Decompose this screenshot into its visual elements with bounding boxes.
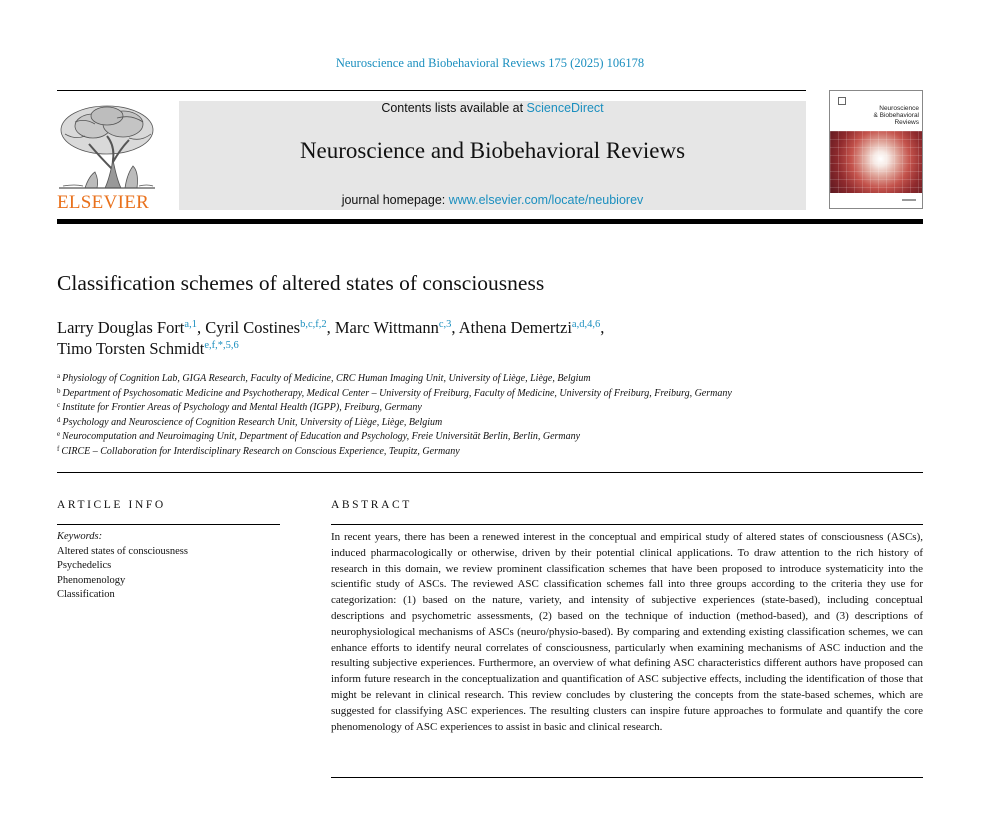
sciencedirect-link[interactable]: ScienceDirect xyxy=(526,101,604,115)
author-affiliation-markers[interactable]: b,c,f,2 xyxy=(300,319,327,330)
affiliation-item xyxy=(57,387,923,402)
author-affiliation-markers[interactable]: a,1 xyxy=(184,319,197,330)
cover-footer-mark xyxy=(902,199,916,201)
author-name[interactable]: Athena Demertzi xyxy=(458,318,572,337)
cover-artwork-grid xyxy=(830,131,922,193)
affiliation-list xyxy=(57,372,923,459)
header-rule xyxy=(57,90,806,91)
affiliation-item xyxy=(57,416,923,431)
article-title: Classification schemes of altered states of consciousness xyxy=(57,271,545,295)
affiliation-key: b xyxy=(57,386,61,395)
author-name[interactable]: Larry Douglas Fort xyxy=(57,318,185,337)
affiliation-item xyxy=(57,401,923,416)
keywords-block xyxy=(57,530,280,603)
affiliation-item xyxy=(57,372,923,387)
affiliation-text: CIRCE – Collaboration for Interdisciplinary Research on Conscious Experience, Teupitz, Germany xyxy=(61,445,460,457)
affiliation-item xyxy=(57,445,923,460)
cover-logo-icon xyxy=(838,97,846,105)
contents-prefix: Contents lists available at xyxy=(381,101,524,115)
author-affiliation-markers[interactable]: c,3 xyxy=(438,319,452,330)
homepage-prefix: journal homepage: xyxy=(341,193,446,207)
abstract-rule xyxy=(331,524,923,525)
journal-citation-link[interactable]: Neuroscience and Biobehavioral Reviews 175 (2025) 106178 xyxy=(335,56,645,70)
affiliation-key: a xyxy=(57,372,61,380)
author-affiliation-markers[interactable]: e,f,*,5,6 xyxy=(204,340,239,351)
elsevier-wordmark: ELSEVIER xyxy=(57,192,150,213)
keyword-item: Phenomenology xyxy=(57,574,126,586)
cover-title-line: & Biobehavioral xyxy=(873,112,919,119)
keyword-item: Classification xyxy=(57,589,115,600)
affiliation-text: Physiology of Cognition Lab, GIGA Research, Faculty of Medicine, CRC Human Imaging Unit, University of Liège, Liège, Belgium xyxy=(62,373,591,384)
affiliation-text: Institute for Frontier Areas of Psychology and Mental Health (IGPP), Freiburg, Germany xyxy=(62,402,422,413)
contents-line xyxy=(179,101,806,115)
header-thick-rule xyxy=(57,219,923,224)
affiliation-text: Department of Psychosomatic Medicine and Psychotherapy, Medical Center – University of Freiburg, Faculty of Medicine, University of Freiburg, Freiburg, Germany xyxy=(62,387,732,399)
affiliation-text: Neurocomputation and Neuroimaging Unit, Department of Education and Psychology, Freie Universität Berlin, Berlin, Germany xyxy=(62,431,581,442)
abstract-heading: ABSTRACT xyxy=(331,499,412,511)
article-info-rule xyxy=(57,524,280,525)
cover-title-line: Reviews xyxy=(894,119,919,126)
author-list xyxy=(57,317,923,359)
affiliation-key: d xyxy=(57,415,61,424)
author-affiliation-markers[interactable]: a,d,4,6 xyxy=(571,319,601,330)
author-name[interactable]: Cyril Costines xyxy=(205,318,301,337)
affiliation-key: f xyxy=(57,444,60,453)
affiliation-key: e xyxy=(57,430,61,438)
abstract-text: In recent years, there has been a renewed interest in the conceptual and empirical study of altered states of consciousness (ASCs), induced pharmacologically or otherwise, driven by their potential clinical applications. To draw attention to the rich history of research in this domain, we review prominent classification schemes that have been proposed to introduce systematicity into the scientific study of ASCs. The reviewed ASC classification schemes fall into three groups according to the criteria they use for categorization: (1) based on the nature, variety, and intensity of subjective experiences (state-based), including conceptual descriptions and psychometric assessments, (2) based on the technique of induction (method-based), and (3) descriptions of neurophysiological mechanisms of ASCs (neuro/physio-based). By comparing and extending existing classification schemes, we can enhance efforts to identify neural correlates of consciousness, particularly when examining mechanisms of ASC induction and the resulting subjective experiences. Furthermore, an overview of what defining ASC characteristics different authors have proposed can inform future research in the conceptualization and quantification of ASC subjective effects, including the identification of those that might be relevant in clinical research. This review concludes by clustering the concepts from the state-based schemes, which are suggested for classifying ASC experiences. The resulting clusters can inspire future approaches to formulate and quantify the core phenomenology of ASC experiences to assist in basic and clinical research. xyxy=(331,531,923,733)
section-rule xyxy=(57,472,923,473)
journal-title: Neuroscience and Biobehavioral Reviews xyxy=(299,138,686,163)
article-info-heading: ARTICLE INFO xyxy=(57,499,166,511)
affiliation-key: c xyxy=(57,401,61,409)
cover-title xyxy=(839,105,919,126)
affiliation-item xyxy=(57,430,923,445)
journal-cover-image[interactable] xyxy=(829,90,923,209)
cover-title-line: Neuroscience xyxy=(879,105,919,112)
journal-homepage-line xyxy=(179,193,806,207)
author-separator: , xyxy=(196,318,206,337)
homepage-link[interactable]: www.elsevier.com/locate/neubiorev xyxy=(448,193,644,207)
author-name[interactable]: Timo Torsten Schmidt xyxy=(57,339,205,358)
keyword-item: Altered states of consciousness xyxy=(57,545,188,557)
abstract-bottom-rule xyxy=(331,777,923,778)
keyword-item: Psychedelics xyxy=(57,560,112,571)
affiliation-text: Psychology and Neuroscience of Cognition Research Unit, University of Liège, Liège, Belgium xyxy=(62,416,443,428)
author-name[interactable]: Marc Wittmann xyxy=(334,318,439,337)
author-separator: , xyxy=(600,318,605,337)
keywords-label: Keywords: xyxy=(57,531,103,542)
author-separator: , xyxy=(451,318,459,337)
author-separator: , xyxy=(326,318,335,337)
